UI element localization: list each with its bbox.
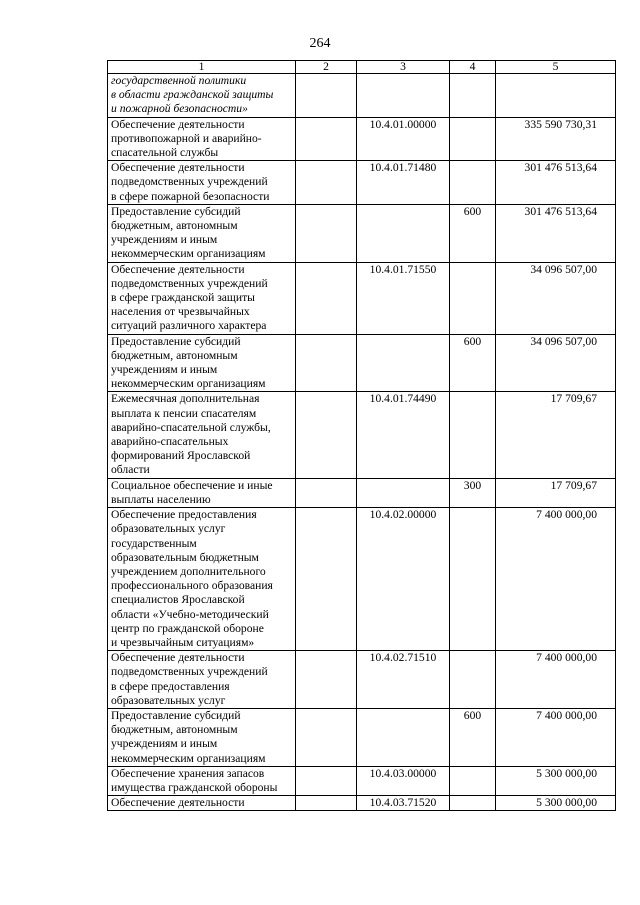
- amount-cell: 7 400 000,00: [496, 708, 616, 766]
- expense-type-cell: [450, 392, 496, 478]
- target-article-code-cell: [357, 708, 450, 766]
- table-row: [108, 262, 616, 334]
- expense-type-cell: [450, 117, 496, 161]
- expense-name-cell: Обеспечение деятельности подведомственных учреждений в сфере предоставления образовательных услуг: [108, 651, 296, 709]
- budget-table: [107, 60, 616, 811]
- target-article-code-cell: 10.4.01.00000: [357, 117, 450, 161]
- table-row: [108, 766, 616, 795]
- column-2-cell: [296, 74, 357, 118]
- table-row: [108, 74, 616, 118]
- expense-type-cell: [450, 74, 496, 118]
- target-article-code-cell: [357, 478, 450, 507]
- expense-name-cell: Предоставление субсидий бюджетным, автономным учреждениям и иным некоммерческим организациям: [108, 204, 296, 262]
- expense-type-cell: [450, 766, 496, 795]
- column-2-cell: [296, 708, 357, 766]
- expense-name-cell: Предоставление субсидий бюджетным, автономным учреждениям и иным некоммерческим организациям: [108, 334, 296, 392]
- amount-cell: 301 476 513,64: [496, 161, 616, 205]
- amount-cell: 5 300 000,00: [496, 766, 616, 795]
- target-article-code-cell: [357, 204, 450, 262]
- column-2-cell: [296, 204, 357, 262]
- table-row: [108, 796, 616, 811]
- amount-cell: [496, 74, 616, 118]
- expense-type-cell: 600: [450, 204, 496, 262]
- expense-type-cell: [450, 508, 496, 651]
- expense-name-cell: Ежемесячная дополнительная выплата к пенсии спасателям аварийно-спасательной службы, аварийно-спасательных формирований Ярославской области: [108, 392, 296, 478]
- table-row: [108, 392, 616, 478]
- target-article-code-cell: 10.4.01.71550: [357, 262, 450, 334]
- column-2-cell: [296, 161, 357, 205]
- target-article-code-cell: 10.4.01.74490: [357, 392, 450, 478]
- target-article-code-cell: 10.4.03.00000: [357, 766, 450, 795]
- target-article-code-cell: 10.4.03.71520: [357, 796, 450, 811]
- table-row: [108, 508, 616, 651]
- target-article-code-cell: [357, 74, 450, 118]
- expense-name-cell: Предоставление субсидий бюджетным, автономным учреждениям и иным некоммерческим организациям: [108, 708, 296, 766]
- column-2-cell: [296, 796, 357, 811]
- expense-name-cell: Обеспечение деятельности противопожарной и аварийно- спасательной службы: [108, 117, 296, 161]
- column-header: 3: [357, 61, 450, 74]
- expense-type-cell: 300: [450, 478, 496, 507]
- table-row: [108, 161, 616, 205]
- column-header: 2: [296, 61, 357, 74]
- amount-cell: 301 476 513,64: [496, 204, 616, 262]
- amount-cell: 34 096 507,00: [496, 262, 616, 334]
- column-2-cell: [296, 508, 357, 651]
- expense-name-cell: Обеспечение предоставления образовательных услуг государственным образовательным бюджетным учреждением дополнительного профессионального образования специалистов Ярославской области «Учебно-методический центр по гражданской обороне и чрезвычайным ситуациям»: [108, 508, 296, 651]
- table-row: [108, 117, 616, 161]
- expense-type-cell: [450, 161, 496, 205]
- expense-name-cell: Обеспечение деятельности подведомственных учреждений в сфере гражданской защиты населения от чрезвычайных ситуаций различного характера: [108, 262, 296, 334]
- expense-name-cell: государственной политики в области гражданской защиты и пожарной безопасности»: [108, 74, 296, 118]
- column-2-cell: [296, 478, 357, 507]
- table-row: [108, 334, 616, 392]
- column-header: 1: [108, 61, 296, 74]
- table-row: [108, 708, 616, 766]
- target-article-code-cell: 10.4.02.71510: [357, 651, 450, 709]
- expense-name-cell: Социальное обеспечение и иные выплаты населению: [108, 478, 296, 507]
- column-2-cell: [296, 651, 357, 709]
- amount-cell: 17 709,67: [496, 392, 616, 478]
- table-row: [108, 478, 616, 507]
- amount-cell: 5 300 000,00: [496, 796, 616, 811]
- table-row: [108, 204, 616, 262]
- expense-type-cell: 600: [450, 334, 496, 392]
- amount-cell: 7 400 000,00: [496, 508, 616, 651]
- target-article-code-cell: [357, 334, 450, 392]
- column-2-cell: [296, 262, 357, 334]
- column-2-cell: [296, 334, 357, 392]
- amount-cell: 7 400 000,00: [496, 651, 616, 709]
- column-2-cell: [296, 766, 357, 795]
- column-2-cell: [296, 392, 357, 478]
- column-header: 5: [496, 61, 616, 74]
- table-header-row: [108, 61, 616, 74]
- page-number: 264: [309, 36, 331, 51]
- expense-name-cell: Обеспечение хранения запасов имущества гражданской обороны: [108, 766, 296, 795]
- table-row: [108, 651, 616, 709]
- column-2-cell: [296, 117, 357, 161]
- expense-type-cell: 600: [450, 708, 496, 766]
- amount-cell: 34 096 507,00: [496, 334, 616, 392]
- expense-name-cell: Обеспечение деятельности: [108, 796, 296, 811]
- target-article-code-cell: 10.4.02.00000: [357, 508, 450, 651]
- target-article-code-cell: 10.4.01.71480: [357, 161, 450, 205]
- expense-type-cell: [450, 262, 496, 334]
- amount-cell: 17 709,67: [496, 478, 616, 507]
- column-header: 4: [450, 61, 496, 74]
- expense-type-cell: [450, 651, 496, 709]
- expense-name-cell: Обеспечение деятельности подведомственных учреждений в сфере пожарной безопасности: [108, 161, 296, 205]
- expense-type-cell: [450, 796, 496, 811]
- amount-cell: 335 590 730,31: [496, 117, 616, 161]
